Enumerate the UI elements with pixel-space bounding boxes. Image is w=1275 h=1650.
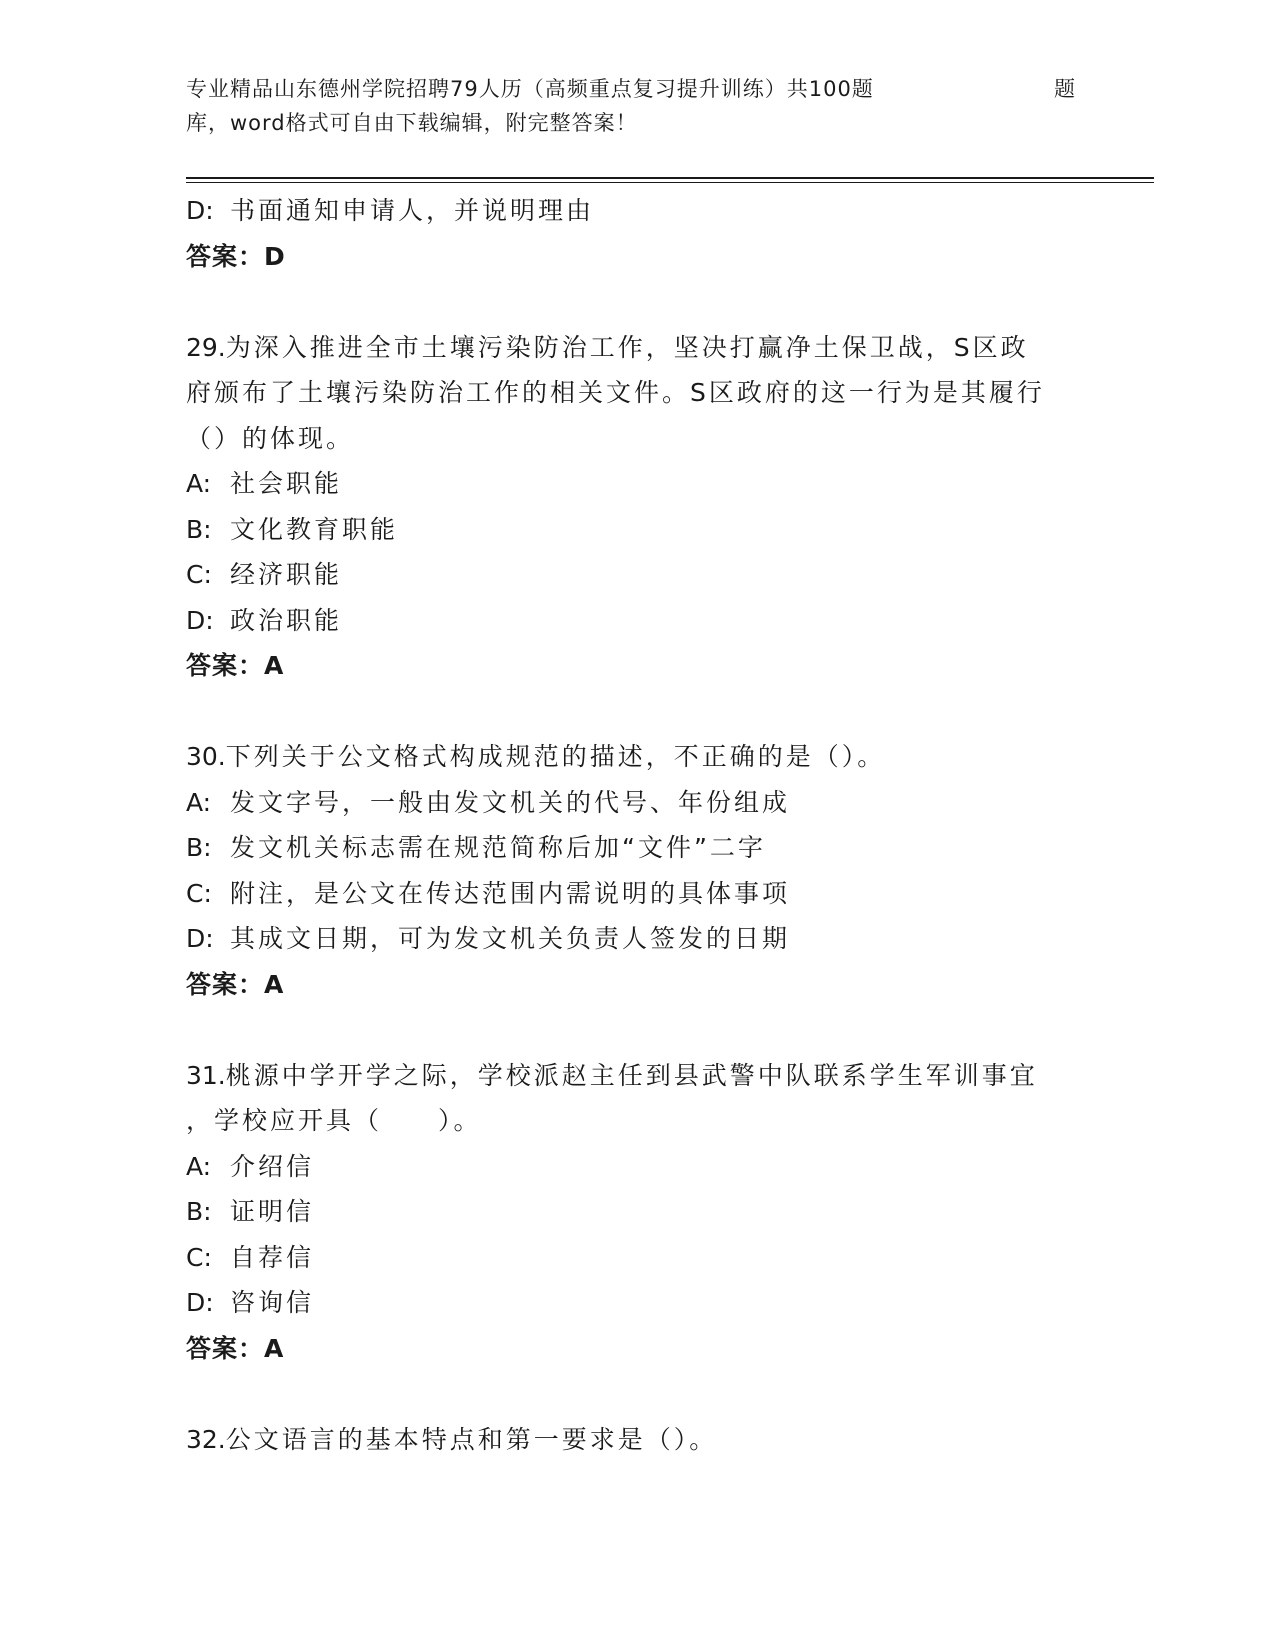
question-29-stem-line3: （）的体现。 bbox=[186, 423, 355, 453]
option-text: 发文字号，一般由发文机关的代号、年份组成 bbox=[230, 787, 791, 817]
question-30-stem-line1 bbox=[186, 734, 1086, 780]
question-29-answer: 答案：A bbox=[186, 651, 285, 680]
option-text: 社会职能 bbox=[230, 469, 343, 498]
option-label: D: bbox=[186, 196, 214, 225]
question-stem-text: 桃源中学开学之际，学校派赵主任到县武警中队联系学生军训事宜 bbox=[225, 1060, 1038, 1090]
question-number: 32. bbox=[186, 1424, 226, 1454]
question-29-stem-line2: 府颁布了土壤污染防治工作的相关文件。S区政府的这一行为是其履行 bbox=[186, 378, 1045, 407]
spacer bbox=[186, 1007, 1086, 1053]
option-label: B: bbox=[186, 514, 212, 544]
header-title-line1: 专业精品山东德州学院招聘79人历（高频重点复习提升训练）共100题 bbox=[186, 77, 874, 101]
question-31-answer: 答案：A bbox=[186, 1333, 285, 1363]
option-text: 附注，是公文在传达范围内需说明的具体事项 bbox=[230, 878, 791, 908]
question-29-option-b bbox=[186, 507, 1086, 553]
question-29-option-c bbox=[186, 552, 1086, 598]
header-title-line2: 库，word格式可自由下载编辑，附完整答案！ bbox=[186, 111, 638, 135]
prev-question-option-d bbox=[186, 188, 1086, 234]
option-text: 证明信 bbox=[230, 1197, 315, 1226]
question-31-option-c bbox=[186, 1235, 1086, 1281]
option-label: B: bbox=[186, 833, 212, 862]
spacer bbox=[186, 689, 1086, 735]
question-30-option-a bbox=[186, 780, 1086, 826]
question-31-option-b bbox=[186, 1189, 1086, 1235]
option-label: A: bbox=[186, 1151, 212, 1181]
option-label: A: bbox=[186, 469, 212, 498]
option-text: 发文机关标志需在规范简称后加“文件”二字 bbox=[230, 833, 766, 862]
option-text: 政治职能 bbox=[230, 605, 343, 635]
question-30-option-b bbox=[186, 825, 1086, 871]
option-text: 自荐信 bbox=[230, 1242, 315, 1272]
option-label: A: bbox=[186, 787, 212, 817]
option-label: D: bbox=[186, 605, 214, 635]
question-stem-text: 为深入推进全市土壤污染防治工作，坚决打赢净土保卫战，S区政 bbox=[225, 332, 1029, 362]
option-label: C: bbox=[186, 878, 212, 908]
header-title-line1-right: 题 bbox=[1054, 77, 1076, 101]
question-31-option-d bbox=[186, 1280, 1086, 1326]
spacer bbox=[186, 279, 1086, 325]
spacer bbox=[186, 1371, 1086, 1417]
option-label: D: bbox=[186, 1288, 214, 1317]
option-text: 文化教育职能 bbox=[230, 514, 399, 544]
question-30-option-d bbox=[186, 916, 1086, 962]
question-number: 30. bbox=[186, 742, 226, 771]
document-body bbox=[186, 188, 1086, 1462]
question-31-option-a bbox=[186, 1144, 1086, 1190]
question-31-stem-line2: ，学校应开具（ ）。 bbox=[186, 1106, 482, 1135]
option-text: 经济职能 bbox=[230, 560, 343, 589]
question-stem-text: 下列关于公文格式构成规范的描述，不正确的是（）。 bbox=[225, 742, 886, 771]
option-text: 介绍信 bbox=[230, 1151, 315, 1181]
option-label: C: bbox=[186, 1242, 212, 1272]
header-divider-thin bbox=[186, 182, 1154, 183]
question-32-stem-line1 bbox=[186, 1417, 1086, 1463]
option-text: 书面通知申请人，并说明理由 bbox=[230, 196, 595, 225]
option-label: C: bbox=[186, 560, 212, 589]
question-30-answer: 答案：A bbox=[186, 969, 285, 999]
option-text: 咨询信 bbox=[230, 1288, 315, 1317]
question-stem-text: 公文语言的基本特点和第一要求是（）。 bbox=[225, 1424, 718, 1454]
question-31-stem-line1 bbox=[186, 1053, 1086, 1099]
question-number: 29. bbox=[186, 332, 226, 362]
question-29-option-a bbox=[186, 461, 1086, 507]
option-label: B: bbox=[186, 1197, 212, 1226]
page-header bbox=[186, 72, 1076, 140]
question-30-option-c bbox=[186, 871, 1086, 917]
question-29-stem-line1 bbox=[186, 325, 1086, 371]
question-29-option-d bbox=[186, 598, 1086, 644]
option-label: D: bbox=[186, 924, 214, 953]
prev-question-answer: 答案：D bbox=[186, 241, 286, 271]
header-divider-thick bbox=[186, 177, 1154, 179]
option-text: 其成文日期，可为发文机关负责人签发的日期 bbox=[230, 924, 791, 953]
question-number: 31. bbox=[186, 1060, 226, 1090]
